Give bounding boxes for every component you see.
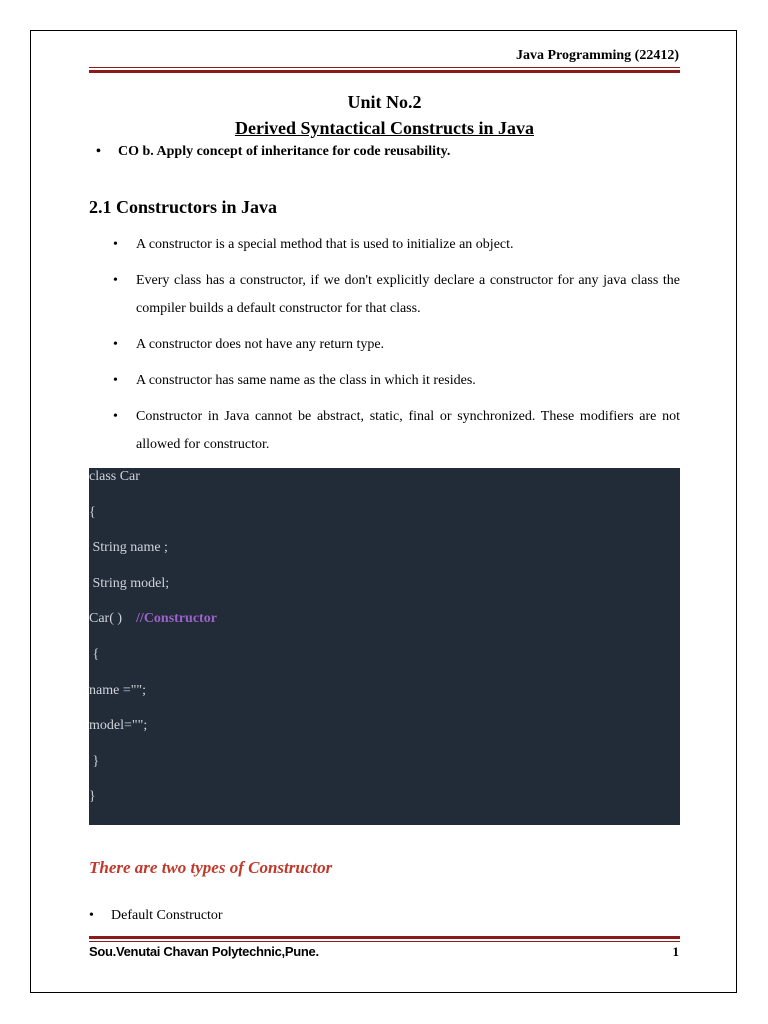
list-item: • A constructor does not have any return type. <box>113 331 680 359</box>
list-item: • A constructor is a special method that is used to initialize an object. <box>113 231 680 259</box>
unit-number: Unit No.2 <box>347 92 422 112</box>
bullet-icon: • <box>113 237 118 252</box>
code-line: String name ; <box>89 540 168 556</box>
code-comment: //Constructor <box>136 611 217 627</box>
bullet-icon: • <box>113 273 118 288</box>
code-text: Car( ) <box>89 611 137 627</box>
list-item: • Every class has a constructor, if we don't explicitly declare a constructor for any java class the compiler builds a default constructor for that class. <box>113 267 680 323</box>
code-line: { <box>89 646 100 662</box>
code-line: { <box>89 504 96 520</box>
code-line: class Car <box>89 469 140 484</box>
code-line: model=""; <box>89 718 148 734</box>
list-item: • A constructor has same name as the class in which it resides. <box>113 367 680 395</box>
constructor-facts-list <box>113 231 680 467</box>
types-item-text: Default Constructor <box>111 908 223 923</box>
header-title: Java Programming (22412) <box>515 48 679 63</box>
bullet-icon: • <box>96 144 101 159</box>
code-block <box>89 468 680 825</box>
footer-institution: Sou.Venutai Chavan Polytechnic,Pune. <box>89 944 319 959</box>
code-line: } <box>89 753 100 769</box>
types-heading: There are two types of Constructor <box>89 858 333 877</box>
header-rule-thick <box>89 70 680 73</box>
footer-rule-thin <box>89 941 680 942</box>
list-item <box>89 908 223 924</box>
unit-title-text: Derived Syntactical Constructs in Java <box>235 118 534 138</box>
bullet-icon: • <box>113 337 118 352</box>
header-rule-thin <box>89 67 680 68</box>
code-line: name =""; <box>89 682 147 698</box>
bullet-icon: • <box>113 409 118 424</box>
list-item: • Constructor in Java cannot be abstract, static, final or synchronized. These modifiers are not allowed for constructor. <box>113 403 680 459</box>
course-outcome-text: CO b. Apply concept of inheritance for code reusability. <box>118 144 451 159</box>
unit-title <box>89 118 680 139</box>
page-number: 1 <box>672 944 679 959</box>
code-line: } <box>89 789 96 805</box>
footer-rule-thick <box>89 936 680 939</box>
section-heading: 2.1 Constructors in Java <box>89 197 277 217</box>
bullet-icon: • <box>89 908 94 923</box>
course-outcome <box>96 144 450 160</box>
bullet-icon: • <box>113 373 118 388</box>
code-line-constructor <box>89 610 680 646</box>
code-line: String model; <box>89 575 170 591</box>
